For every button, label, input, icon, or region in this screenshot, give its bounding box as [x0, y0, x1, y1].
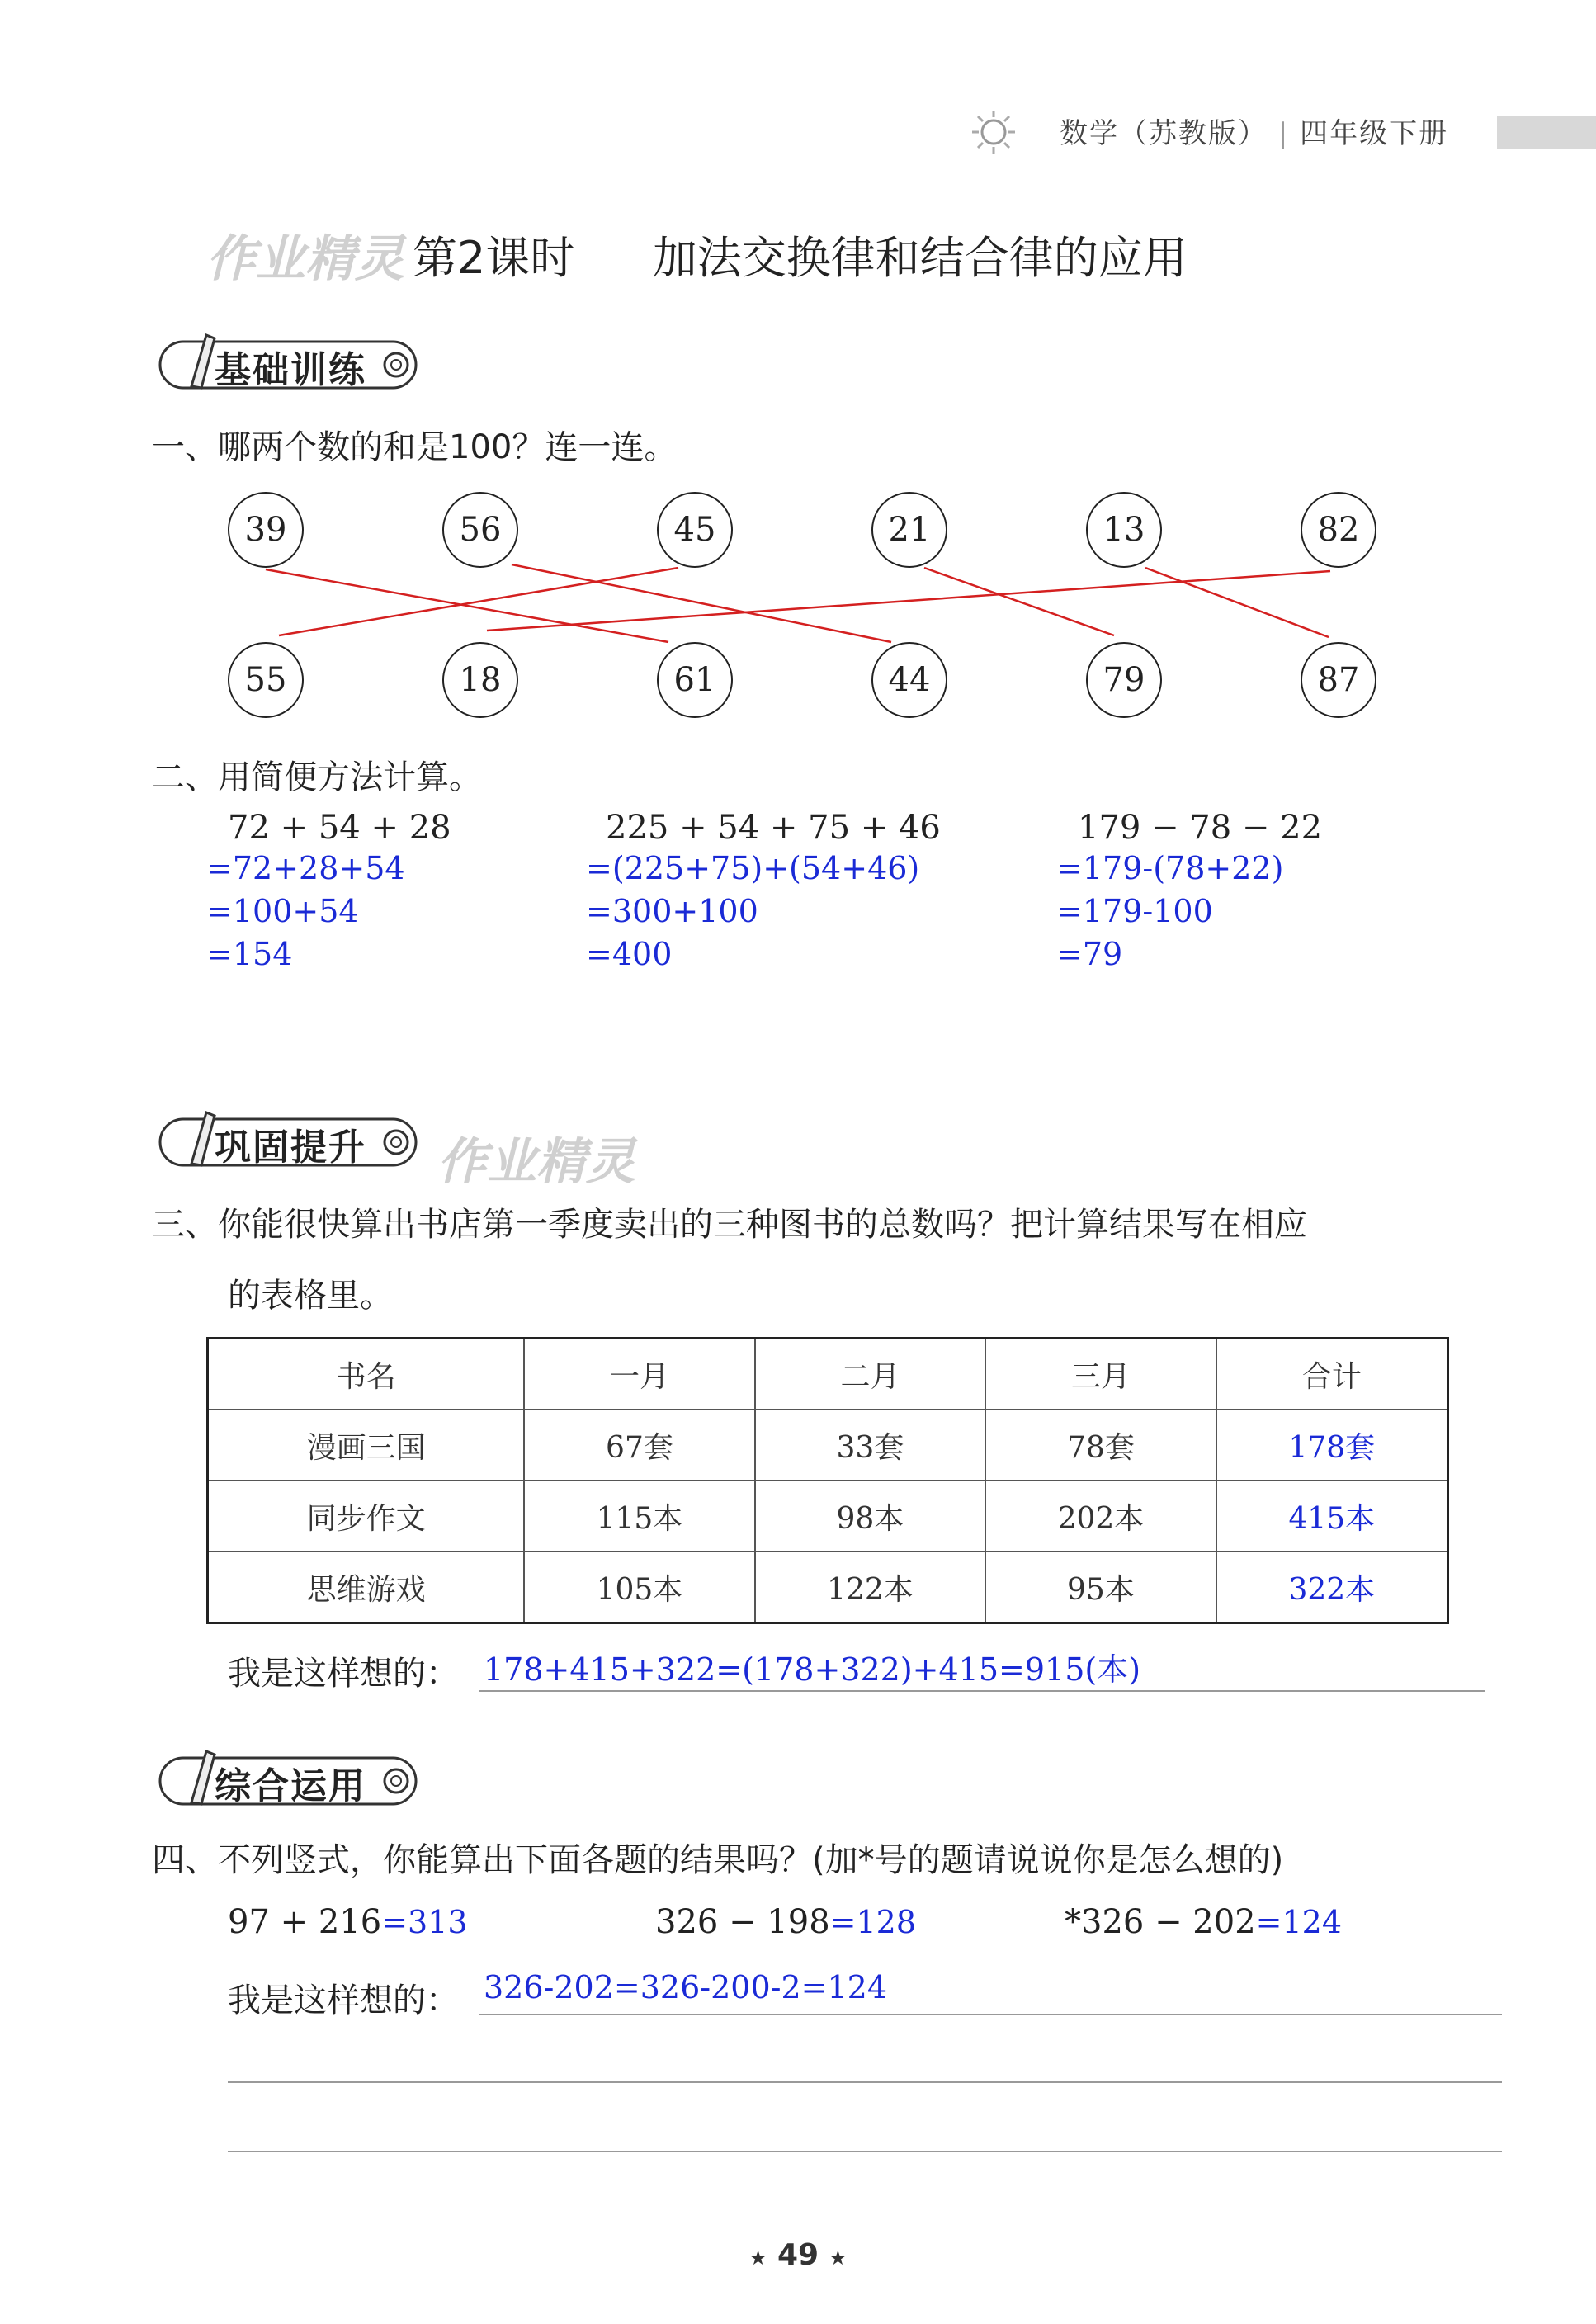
- header-bar: [1497, 116, 1596, 149]
- header-subject-grade: 数学（苏教版） | 四年级下册: [1060, 117, 1449, 150]
- q4-answer-line: [479, 2014, 1502, 2015]
- calc-step: =179-(78+22): [1056, 850, 1284, 886]
- table-cell: 122本: [755, 1552, 985, 1623]
- q4-think-answer: 326-202=326-200-2=124: [484, 1969, 888, 2005]
- q3-think-answer: 178+415+322=(178+322)+415=915(本): [484, 1651, 1141, 1688]
- star-icon: ★: [748, 2246, 767, 2270]
- calc-step: =154: [206, 936, 293, 972]
- calc-step: =100+54: [206, 893, 359, 929]
- number-circle-top[interactable]: 56: [442, 492, 518, 568]
- calc-step: =179-100: [1056, 893, 1213, 929]
- lesson-number: 第2课时: [413, 232, 575, 284]
- table-cell: 95本: [985, 1552, 1216, 1623]
- number-circle-top[interactable]: 21: [871, 492, 947, 568]
- mental-answer: =128: [829, 1904, 917, 1940]
- calc-step: =79: [1056, 936, 1123, 972]
- mental-expr: *326 − 202: [1065, 1903, 1256, 1941]
- match-line-82-18: [487, 571, 1330, 631]
- calc-problem-1: [206, 809, 451, 972]
- question-4-text: 四、不列竖式，你能算出下面各题的结果吗？(加*号的题请说说你是怎么想的): [152, 1841, 1284, 1879]
- page-number: 49: [777, 2238, 819, 2272]
- number-circle-bottom[interactable]: 79: [1086, 642, 1162, 718]
- table-cell: 同步作文: [208, 1481, 525, 1552]
- match-line-21-79: [924, 568, 1114, 635]
- q3-answer-line: [479, 1690, 1485, 1692]
- title-watermark: 作业精灵: [206, 230, 404, 288]
- mental-answer: =124: [1255, 1904, 1343, 1940]
- q3-think-label: 我是这样想的：: [228, 1655, 459, 1693]
- calc-step: =300+100: [586, 893, 758, 929]
- table-cell: 98本: [755, 1481, 985, 1552]
- table-cell: 67套: [524, 1410, 754, 1481]
- mental-answer: =313: [381, 1904, 468, 1940]
- table-sum-cell: 322本: [1216, 1552, 1448, 1623]
- table-sum-cell: 415本: [1216, 1481, 1448, 1552]
- table-cell: 105本: [524, 1552, 754, 1623]
- page-title: [413, 223, 1188, 286]
- match-line-45-55: [279, 568, 678, 635]
- header-subject: 数学（苏教版）: [1060, 117, 1268, 150]
- q4-answer-line: [228, 2081, 1502, 2083]
- number-circle-top[interactable]: 39: [228, 492, 304, 568]
- table-cell: 202本: [985, 1481, 1216, 1552]
- calc-step: =72+28+54: [206, 850, 405, 886]
- q4-answer-line: [228, 2151, 1502, 2152]
- calc-step: =400: [586, 936, 673, 972]
- q4-think-label: 我是这样想的：: [228, 1982, 459, 2019]
- table-cell: 漫画三国: [208, 1410, 525, 1481]
- match-line-56-44: [512, 564, 891, 642]
- calc-problem-2: [586, 809, 941, 972]
- table-header-cell: 书名: [208, 1339, 525, 1410]
- table-row: [208, 1410, 1448, 1481]
- section-label-consolidate: 巩固提升: [215, 1127, 366, 1169]
- number-circle-bottom[interactable]: 61: [657, 642, 733, 718]
- header-grade: 四年级下册: [1300, 117, 1449, 150]
- mental-problem-1: [228, 1903, 468, 1941]
- mental-expr: 326 − 198: [655, 1903, 830, 1941]
- book-sales-table: [206, 1337, 1449, 1624]
- lesson-topic: 加法交换律和结合律的应用: [652, 232, 1188, 284]
- number-circle-bottom[interactable]: 44: [871, 642, 947, 718]
- calc-step: =(225+75)+(54+46): [586, 850, 920, 886]
- calc-problem-3: [1056, 809, 1322, 972]
- table-cell: 思维游戏: [208, 1552, 525, 1623]
- calc-expr-1: 72 + 54 + 28: [228, 809, 451, 847]
- question-3-text-line2: 的表格里。: [228, 1277, 393, 1315]
- section-label-basic: 基础训练: [215, 349, 366, 391]
- number-circle-bottom[interactable]: 55: [228, 642, 304, 718]
- table-header-cell: 一月: [524, 1339, 754, 1410]
- table-row: [208, 1481, 1448, 1552]
- star-icon: ★: [829, 2246, 848, 2270]
- mental-expr: 97 + 216: [228, 1903, 382, 1941]
- table-sum-cell: 178套: [1216, 1410, 1448, 1481]
- page-footer: [0, 2238, 1596, 2272]
- mental-problem-3: [1065, 1903, 1342, 1941]
- sun-icon: [969, 107, 1018, 157]
- question-2-text: 二、用简便方法计算。: [152, 758, 482, 796]
- question-3-text-line1: 三、你能很快算出书店第一季度卖出的三种图书的总数吗？把计算结果写在相应: [152, 1206, 1307, 1244]
- table-header-cell: 三月: [985, 1339, 1216, 1410]
- number-circle-bottom[interactable]: 87: [1301, 642, 1376, 718]
- table-header-cell: 二月: [755, 1339, 985, 1410]
- section-watermark: 作业精灵: [437, 1133, 635, 1191]
- number-circle-top[interactable]: 82: [1301, 492, 1376, 568]
- table-header-cell: 合计: [1216, 1339, 1448, 1410]
- section-label-comprehensive: 综合运用: [215, 1765, 366, 1807]
- table-cell: 33套: [755, 1410, 985, 1481]
- number-circle-top[interactable]: 45: [657, 492, 733, 568]
- calc-expr-2: 225 + 54 + 75 + 46: [606, 809, 941, 847]
- mental-problem-2: [655, 1903, 916, 1941]
- table-row: [208, 1552, 1448, 1623]
- page-header: [969, 99, 1596, 165]
- number-circle-top[interactable]: 13: [1086, 492, 1162, 568]
- calc-expr-3: 179 − 78 − 22: [1078, 809, 1323, 847]
- table-cell: 78套: [985, 1410, 1216, 1481]
- table-cell: 115本: [524, 1481, 754, 1552]
- number-circle-bottom[interactable]: 18: [442, 642, 518, 718]
- table-header-row: [208, 1339, 1448, 1410]
- question-1-text: 一、哪两个数的和是100？连一连。: [152, 428, 678, 466]
